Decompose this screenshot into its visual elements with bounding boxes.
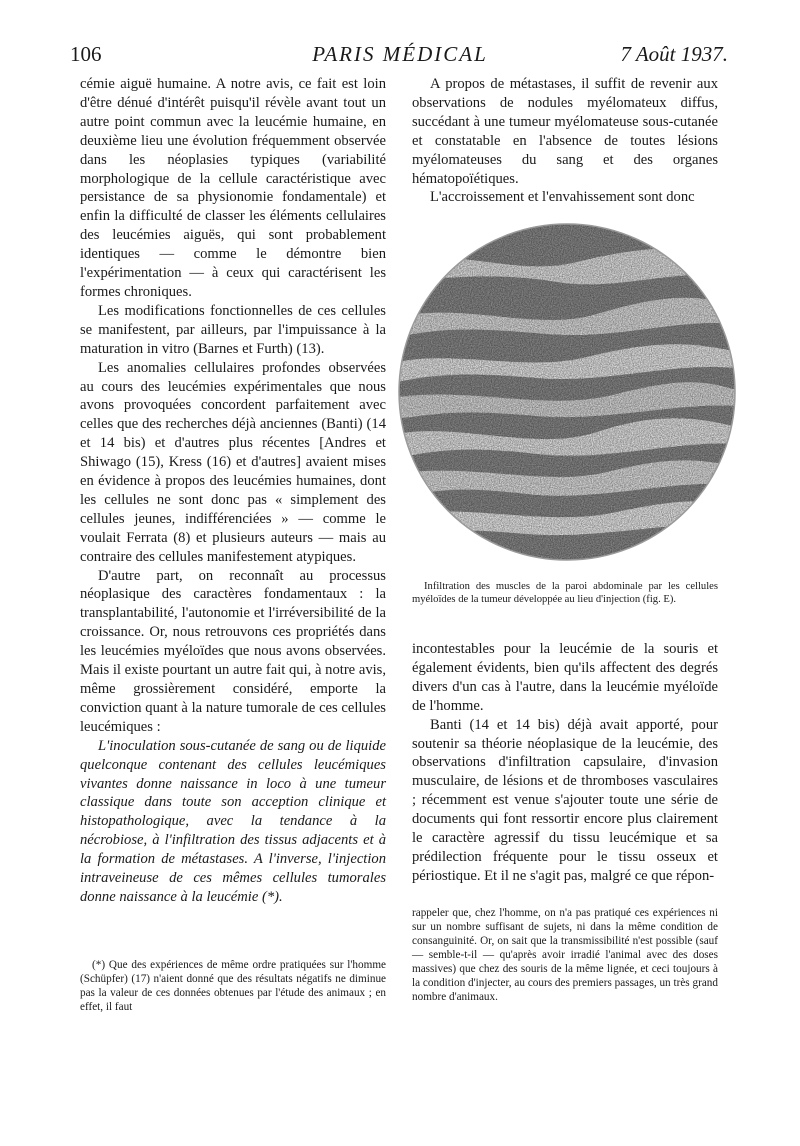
figure-caption: Infiltration des muscles de la paroi abdominale par les cellules myéloïdes de la tumeur développée au lieu d'injection (fig. E). [412,581,718,606]
left-column [80,75,386,907]
paragraph-5: L'inoculation sous-cutanée de sang ou de liquide quelconque contenant des cellules leucémiques vivantes donne naissance in loco à une tumeur classique dans toute son acception clinique et histopathologique, avec la tendance à la nécrobiose, à l'infiltration des tissus adjacents et à la formation de métastases. A l'inverse, l'injection intraveineuse de ces mêmes cellules tumorales donne naissance à la leucémie (*). [80,737,386,905]
paragraph-2: Les modifications fonctionnelles de ces cellules se manifestent, par ailleurs, par l'impuissance à la maturation in vitro (Barnes et Furth) (13). [80,302,386,357]
footnote: (*) Que des expériences de même ordre pratiquées sur l'homme (Schüpfer) (17) n'aient donné que des résultats négatifs ne diminue pas la valeur de ces données obtenues par l'étude des animaux ; en effet, il faut [80,959,386,1013]
paragraph-accroissement: L'accroissement et l'envahissement sont donc [430,189,695,206]
paragraph-banti: Banti (14 et 14 bis) déjà avait apporté, pour soutenir sa théorie néoplasique de la leucémie, des observations d'infiltration capsulaire, d'invasion musculaire, de lésions et de thromboses vasculaires ; récemment est venue s'ajouter toute une série de documents qui font ressortir encore plus clairement le caractère agressif du tissu leucémique et sa prédilection fréquente pour le tissu osseux et périostique. Et il ne s'agit pas, malgré ce que répon- [412,716,718,884]
right-column-upper [412,75,718,207]
paragraph-incontestables: incontestables pour la leucémie de la souris et également évidents, bien qu'ils affectent des degrés divers d'un cas à l'autre, dans la leucémie myéloïde de l'homme. [412,641,718,714]
paragraph-metastases: A propos de métastases, il suffit de revenir aux observations de nodules myélomateux diffus, succédant à une tumeur myélomateuse sous-cutanée et constatable en l'absence de toutes lésions myélomateuses du sang et des organes hématopoïétiques. [412,76,718,187]
paragraph-3: Les anomalies cellulaires profondes observées au cours des leucémies expérimentales que nous avons provoquées concordent parfaitement avec celles que des recherches déjà anciennes (Banti) (14 et 14 bis) et d'autres plus récentes [Andres et Shiwago (15), Kress (16) et d'autres] avaient mises en évidence à propos des leucémies humaines, dont les cellules ne sont donc pas « simplement des cellules jeunes, indifférenciées » — comme le voulait Ferrata (8) et plusieurs auteurs — mais au contraire des cellules manifestement atypiques. [80,359,386,565]
issue-date: 7 Août 1937. [620,42,728,66]
paragraph-1: cémie aiguë humaine. A notre avis, ce fait est loin d'être dénué d'intérêt puisqu'il révèle avant tout un autre point commun avec la leucémie humaine, en deuxième lieu une évolution fréquemment observée dans les néoplasies typiques (variabilité morphologique de la cellule caractéristique avec persistance de sa physionomie fondamentale) et enfin la difficulté de classer les éléments cellulaires des leucémies aiguës, qui sont probablement identiques — comme le démontre bien l'expérimentation — à ceux qui caractérisent les formes chroniques. [80,76,386,300]
footnote-continued: rappeler que, chez l'homme, on n'a pas pratiqué ces expériences ni sur un nombre suffisant de sujets, ni dans la même condition de consanguinité. Or, on sait que la transmissibilité n'est possible (sauf — semble-t-il — qu'après avoir irradié l'animal avec des doses massives) que chez des souris de la même lignée, et ceci toujours à la condition d'injecter, au cours des premiers passages, un très grand nombre d'animaux. [412,907,718,1003]
paragraph-4: D'autre part, on reconnaît au processus néoplasique des caractères fondamentaux : la transplantabilité, l'autonomie et l'irréversibilité de la croissance. Or, nous retrouvons ces propriétés dans les leucémies myéloïdes que nous avons observées. Mais il existe pourtant un autre fait qui, à notre avis, même grossièrement considéré, emporte la conviction quant à la nature tumorale de ces cellules leucémiques : [80,567,386,735]
page-number: 106 [70,42,102,66]
journal-title: PARIS MÉDICAL [312,42,488,66]
histology-micrograph-figure [397,222,737,562]
right-column-lower [412,640,718,886]
